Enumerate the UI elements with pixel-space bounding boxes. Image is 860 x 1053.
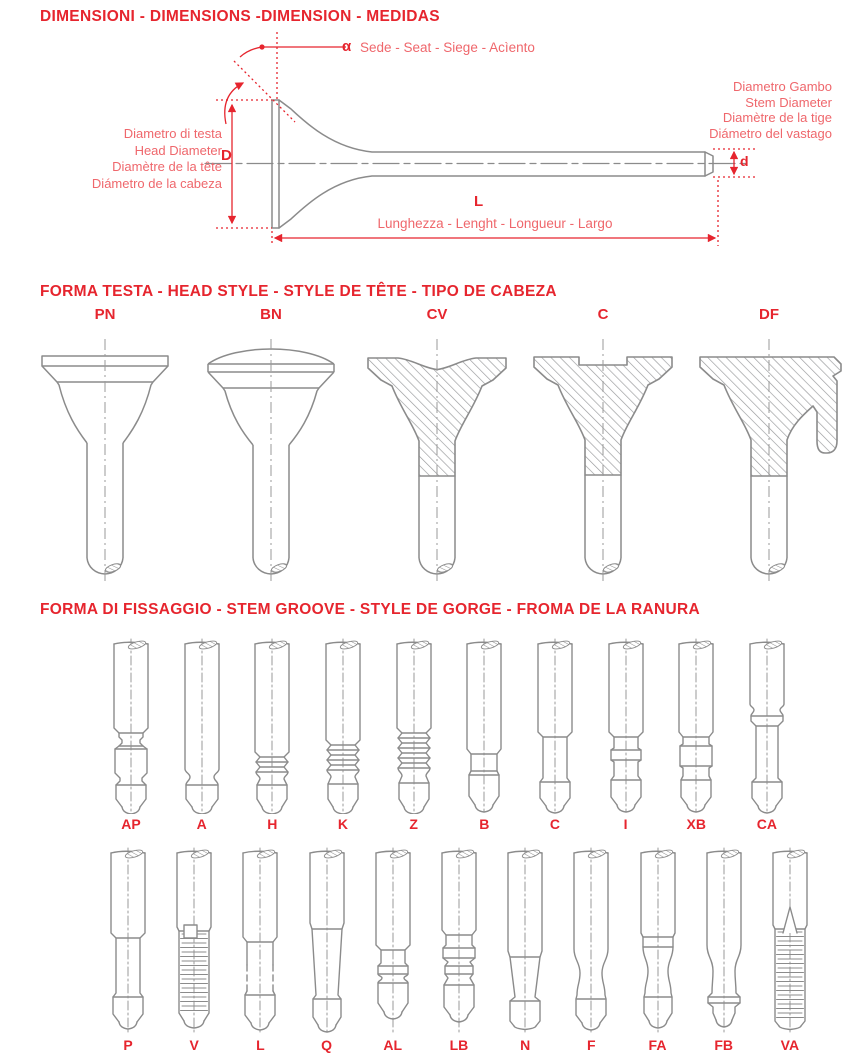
stem-groove-item [166, 845, 222, 1053]
length-extension-lines [272, 180, 718, 246]
stem-groove-item [100, 845, 156, 1053]
seat-angle-line [234, 61, 295, 122]
stem-groove-drawing-va [762, 845, 818, 1035]
stem-diameter-line: Stem Diameter [745, 94, 832, 110]
stem-groove-item [386, 636, 442, 832]
stem-groove-item [244, 636, 300, 832]
stem-groove-label-q: Q [321, 1037, 332, 1053]
stem-groove-label-z: Z [409, 816, 418, 832]
head-style-label-pn: PN [94, 306, 116, 323]
stem-groove-drawing-n [497, 845, 553, 1035]
stem-diameter-line: Diámetro del vastago [709, 125, 832, 141]
stem-groove-title: FORMA DI FISSAGGIO - STEM GROOVE - STYLE DE GORGE - FROMA DE LA RANURA [40, 601, 700, 618]
stem-diameter-line: Diamètre de la tige [722, 110, 832, 125]
stem-groove-item [696, 845, 752, 1053]
stem-groove-label-a: A [196, 816, 207, 832]
stem-groove-drawing-ca [739, 636, 795, 814]
head-style-row [22, 306, 840, 589]
stem-groove-item [365, 845, 421, 1053]
stem-groove-label-i: I [623, 816, 628, 832]
stem-groove-row-1 [103, 636, 795, 832]
dimensions-title: DIMENSIONI - DIMENSIONS -DIMENSION - MEDIDAS [40, 8, 440, 25]
stem-groove-drawing-v [166, 845, 222, 1035]
head-style-drawing-c [520, 327, 686, 589]
alpha-leader-line [240, 47, 346, 57]
stem-groove-drawing-a [174, 636, 230, 814]
length-label: Lunghezza - Lenght - Longueur - Largo [377, 216, 613, 231]
stem-groove-label-p: P [123, 1037, 133, 1053]
head-style-drawing-cv [354, 327, 520, 589]
stem-groove-item [103, 636, 159, 832]
seat-label: Sede - Seat - Siege - Acìento [360, 40, 535, 55]
stem-groove-label-f: F [587, 1037, 596, 1053]
alpha-arc-arrow [225, 83, 243, 124]
stem-groove-item [598, 636, 654, 832]
stem-diameter-symbol: d [740, 153, 749, 169]
stem-groove-drawing-h [244, 636, 300, 814]
stem-groove-label-n: N [520, 1037, 531, 1053]
stem-groove-label-lb: LB [449, 1037, 469, 1053]
alpha-leader-dot [259, 44, 264, 49]
stem-groove-item [232, 845, 288, 1053]
stem-groove-drawing-z [386, 636, 442, 814]
head-style-item [354, 306, 520, 589]
head-style-drawing-pn [22, 327, 188, 589]
alpha-symbol: α [342, 38, 352, 55]
head-diameter-line: Diametro di testa [123, 126, 222, 141]
stem-groove-item [174, 636, 230, 832]
stem-groove-item [739, 636, 795, 832]
stem-groove-drawing-fb [696, 845, 752, 1035]
stem-groove-drawing-al [365, 845, 421, 1035]
stem-groove-drawing-f [563, 845, 619, 1035]
stem-groove-item [497, 845, 553, 1053]
stem-diameter-line: Diametro Gambo [733, 79, 832, 94]
stem-groove-drawing-k [315, 636, 371, 814]
stem-groove-item [431, 845, 487, 1053]
head-style-label-bn: BN [260, 306, 282, 323]
stem-groove-label-b: B [479, 816, 490, 832]
stem-groove-item [563, 845, 619, 1053]
stem-groove-label-fa: FA [648, 1037, 667, 1053]
stem-groove-drawing-ap [103, 636, 159, 814]
stem-groove-drawing-lb [431, 845, 487, 1035]
stem-groove-drawing-p [100, 845, 156, 1035]
stem-groove-label-v: V [189, 1037, 199, 1053]
stem-groove-drawing-b [456, 636, 512, 814]
head-style-item [22, 306, 188, 589]
stem-groove-label-l: L [256, 1037, 265, 1053]
stem-groove-label-k: K [337, 816, 349, 832]
head-style-drawing-df [686, 327, 852, 589]
stem-groove-drawing-q [299, 845, 355, 1035]
stem-groove-label-al: AL [383, 1037, 403, 1053]
stem-groove-drawing-fa [630, 845, 686, 1035]
head-diameter-line: Head Diameter [134, 142, 222, 158]
stem-groove-item [299, 845, 355, 1053]
head-style-item [686, 306, 852, 589]
head-style-label-cv: CV [426, 306, 448, 323]
stem-groove-item [762, 845, 818, 1053]
stem-groove-item [668, 636, 724, 832]
stem-groove-label-c: C [549, 816, 560, 832]
stem-groove-label-h: H [267, 816, 278, 832]
head-style-item [520, 306, 686, 589]
stem-groove-drawing-c [527, 636, 583, 814]
head-diameter-line: Diamètre de la tête [112, 159, 222, 174]
head-style-label-c: C [597, 306, 609, 323]
stem-groove-item [630, 845, 686, 1053]
head-diameter-line: Diámetro de la cabeza [91, 175, 222, 191]
stem-groove-row-2 [100, 845, 818, 1053]
head-style-label-df: DF [759, 306, 779, 323]
head-style-item [188, 306, 354, 589]
stem-groove-item [315, 636, 371, 832]
stem-groove-item [456, 636, 512, 832]
head-diameter-labels [40, 126, 222, 192]
head-style-drawing-bn [188, 327, 354, 589]
length-symbol: L [474, 193, 484, 210]
stem-diameter-labels [602, 79, 832, 141]
stem-groove-label-ap: AP [121, 816, 141, 832]
stem-groove-drawing-xb [668, 636, 724, 814]
stem-groove-label-fb: FB [714, 1037, 734, 1053]
stem-groove-drawing-l [232, 845, 288, 1035]
stem-groove-label-ca: CA [756, 816, 778, 832]
head-diameter-symbol: D [221, 147, 232, 164]
stem-groove-drawing-i [598, 636, 654, 814]
stem-groove-item [527, 636, 583, 832]
stem-groove-label-xb: XB [686, 816, 706, 832]
head-style-title: FORMA TESTA - HEAD STYLE - STYLE DE TÊTE - TIPO DE CABEZA [40, 283, 557, 300]
stem-groove-label-va: VA [780, 1037, 800, 1053]
